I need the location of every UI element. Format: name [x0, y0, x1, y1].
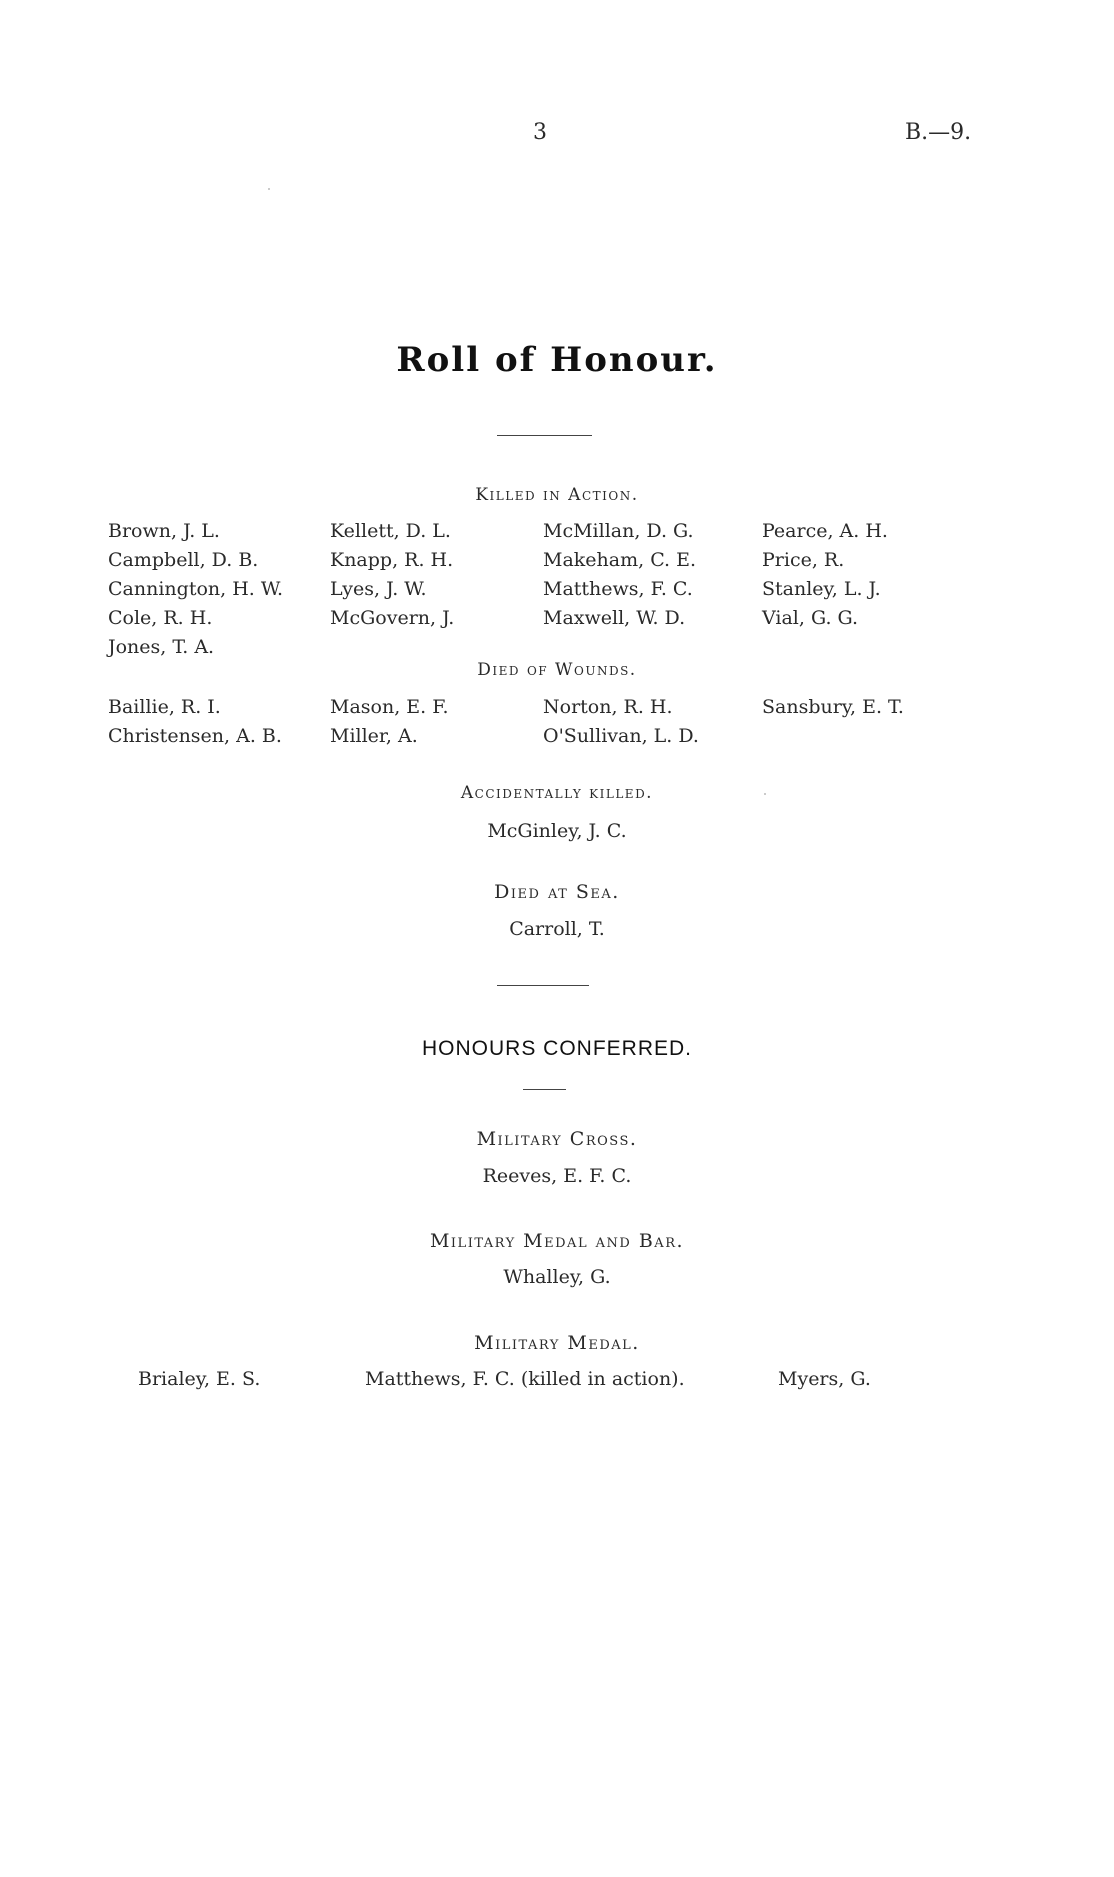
military-medal-heading: Military Medal. [474, 1332, 640, 1354]
wounds-column-4 [762, 693, 904, 722]
died-at-sea-heading: Died at Sea. [494, 881, 620, 903]
list-item: O'Sullivan, L. D. [543, 725, 699, 747]
honours-heading: HONOURS CONFERRED. [421, 1037, 692, 1060]
list-item: Baillie, R. I. [108, 696, 221, 718]
killed-column-3 [543, 517, 696, 633]
military-medal-and-bar-name: Whalley, G. [503, 1266, 611, 1288]
list-item: Knapp, R. H. [330, 549, 454, 571]
accidentally-killed-heading: Accidentally killed. [460, 783, 654, 803]
died-at-sea-name: Carroll, T. [509, 918, 605, 940]
list-item: Kellett, D. L. [330, 520, 451, 542]
military-cross-name: Reeves, E. F. C. [482, 1165, 632, 1187]
scan-speck [268, 188, 270, 190]
list-item: Pearce, A. H. [762, 520, 888, 542]
list-item: Campbell, D. B. [108, 549, 259, 571]
divider [497, 435, 592, 436]
list-item: Mason, E. F. [330, 696, 449, 718]
list-item: Price, R. [762, 549, 845, 571]
killed-column-1 [108, 517, 283, 662]
list-item: Brialey, E. S. [138, 1368, 261, 1390]
list-item: Norton, R. H. [543, 696, 673, 718]
list-item: Lyes, J. W. [330, 578, 427, 600]
killed-in-action-heading: Killed in Action. [475, 485, 639, 505]
list-item: Vial, G. G. [762, 607, 859, 629]
list-item: Matthews, F. C. [543, 578, 693, 600]
died-of-wounds-heading: Died of Wounds. [477, 660, 637, 680]
military-medal-and-bar-heading: Military Medal and Bar. [429, 1230, 685, 1252]
killed-column-4 [762, 517, 888, 633]
list-item: Cole, R. H. [108, 607, 213, 629]
document-reference: B.—9. [905, 120, 972, 145]
list-item: Jones, T. A. [108, 636, 215, 658]
divider [523, 1089, 566, 1090]
list-item: Stanley, L. J. [762, 578, 881, 600]
list-item: Matthews, F. C. (killed in action). [365, 1368, 685, 1390]
wounds-column-3 [543, 693, 699, 751]
list-item: Cannington, H. W. [108, 578, 284, 600]
wounds-column-2 [330, 693, 449, 751]
killed-column-2 [330, 517, 454, 633]
list-item: Makeham, C. E. [543, 549, 697, 571]
scan-speck [764, 793, 766, 795]
list-item: Christensen, A. B. [108, 725, 282, 747]
accidentally-killed-name: McGinley, J. C. [487, 820, 627, 842]
list-item: Myers, G. [778, 1368, 871, 1390]
list-item: Brown, J. L. [108, 520, 220, 542]
list-item: McMillan, D. G. [543, 520, 694, 542]
list-item: Sansbury, E. T. [762, 696, 904, 718]
divider [497, 985, 589, 986]
list-item: Maxwell, W. D. [543, 607, 686, 629]
list-item: Miller, A. [330, 725, 418, 747]
list-item: McGovern, J. [330, 607, 455, 629]
wounds-column-1 [108, 693, 282, 751]
military-cross-heading: Military Cross. [476, 1128, 638, 1150]
page-number: 3 [533, 120, 547, 145]
page-title: Roll of Honour. [396, 340, 718, 380]
